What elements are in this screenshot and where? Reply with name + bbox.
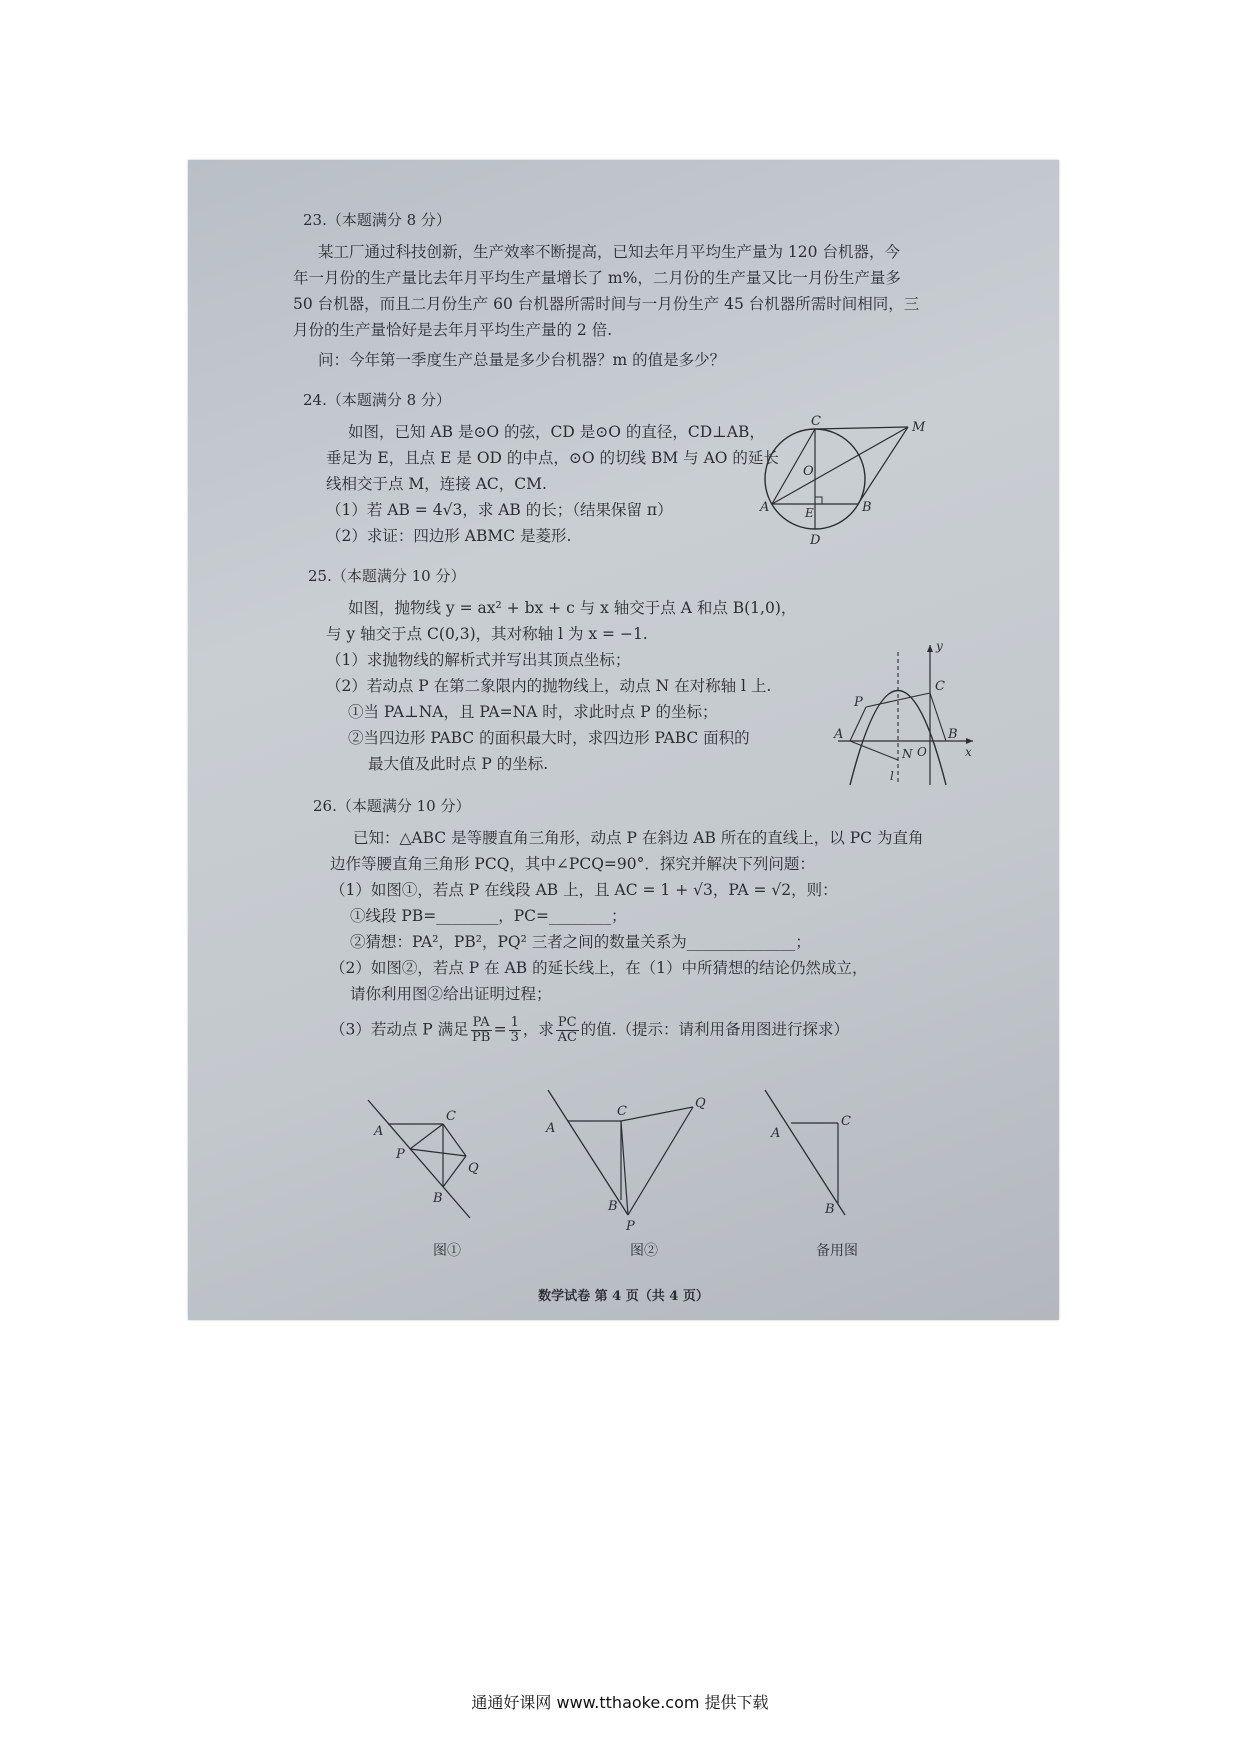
fig1-label-p: P — [396, 1147, 405, 1162]
q24-line-1: 如图，已知 AB 是⊙O 的弦，CD 是⊙O 的直径，CD⊥AB， — [348, 423, 765, 441]
fig3-label-c: C — [841, 1114, 851, 1129]
q26-header: 26.（本题满分 10 分） — [313, 797, 471, 815]
q26-line-8-mid: ，求 — [522, 1020, 554, 1039]
q25-label-n: N — [902, 747, 913, 761]
fig1-label-c: C — [446, 1109, 456, 1124]
q26-line-4: ①线段 PB=________，PC=________； — [350, 907, 627, 925]
q25-line-3: （1）求抛物线的解析式并写出其顶点坐标； — [326, 651, 631, 669]
q26-line-6: （2）如图②，若点 P 在 AB 的延长线上，在（1）中所猜想的结论仍然成立， — [330, 959, 868, 977]
q24-label-m: M — [912, 420, 926, 435]
q25-line-4: （2）若动点 P 在第二象限内的抛物线上，动点 N 在对称轴 l 上. — [326, 677, 772, 695]
q25-label-c: C — [935, 679, 945, 694]
q26-line-1: 已知：△ABC 是等腰直角三角形，动点 P 在斜边 AB 所在的直线上，以 PC 为直角 — [353, 829, 924, 847]
fraction-pa-pb-num: PA — [472, 1015, 490, 1030]
fig2-caption: 图② — [630, 1243, 658, 1259]
fig1-caption: 图① — [433, 1243, 461, 1259]
q23-line-3: 50 台机器，而且二月份生产 60 台机器所需时间与一月份生产 45 台机器所需时间相同，三 — [293, 295, 920, 313]
q24-header: 24.（本题满分 8 分） — [303, 391, 451, 409]
q25-line-1: 如图，抛物线 y = ax² + bx + c 与 x 轴交于点 A 和点 B(1,0)， — [348, 599, 797, 617]
q26-figure-1 — [358, 1090, 508, 1240]
q24-line-3: 线相交于点 M，连接 AC，CM. — [326, 475, 547, 493]
fraction-one-third — [509, 1016, 521, 1045]
q24-label-e: E — [805, 506, 814, 520]
q26-line-7: 请你利用图②给出证明过程； — [350, 985, 552, 1003]
q23-line-4: 月份的生产量恰好是去年月平均生产量的 2 倍. — [293, 321, 613, 339]
fig1-label-q: Q — [468, 1161, 479, 1176]
q26-spare-figure — [753, 1085, 883, 1235]
q24-line-2: 垂足为 E，且点 E 是 OD 的中点，⊙O 的切线 BM 与 AO 的延长 — [326, 449, 779, 467]
q25-line-7: 最大值及此时点 P 的坐标. — [368, 755, 549, 773]
q24-line-5: （2）求证：四边形 ABMC 是菱形. — [326, 527, 572, 545]
q26-line-3: （1）如图①，若点 P 在线段 AB 上，且 AC = 1 + √3，PA = √2，则： — [330, 881, 838, 899]
q25-label-x: x — [965, 745, 972, 759]
q24-label-o: O — [803, 464, 814, 479]
q23-line-1: 某工厂通过科技创新，生产效率不断提高，已知去年月平均生产量为 120 台机器，今 — [318, 243, 900, 261]
q24-label-d: D — [810, 533, 821, 548]
q25-label-y: y — [936, 640, 943, 653]
page-number-footer: 数学试卷 第 4 页（共 4 页） — [538, 1289, 709, 1304]
scanned-exam-page — [188, 160, 1059, 1320]
q23-line-2: 年一月份的生产量比去年月平均生产量增长了 m%，二月份的生产量又比一月份生产量多 — [293, 269, 901, 287]
q24-label-a: A — [760, 500, 770, 515]
q25-parabola-figure — [828, 640, 978, 790]
fraction-one-third-num: 1 — [510, 1015, 519, 1030]
fraction-pc-ac — [556, 1016, 579, 1045]
fig3-caption: 备用图 — [816, 1243, 858, 1259]
site-footer: 通通好课网 www.tthaoke.com 提供下载 — [471, 1693, 769, 1712]
fraction-pc-ac-den: AC — [557, 1030, 577, 1045]
fraction-pa-pb-den: PB — [471, 1030, 491, 1045]
q25-label-o: O — [917, 745, 927, 759]
q25-line-5: ①当 PA⊥NA，且 PA=NA 时，求此时点 P 的坐标； — [348, 703, 718, 721]
fraction-pc-ac-num: PC — [557, 1015, 577, 1030]
q25-label-a: A — [834, 727, 844, 742]
q25-line-6: ②当四边形 PABC 的面积最大时，求四边形 PABC 面积的 — [348, 729, 750, 747]
q24-label-b: B — [862, 500, 872, 515]
fig1-label-b: B — [433, 1191, 443, 1206]
fig2-label-b: B — [608, 1199, 618, 1214]
q25-label-p: P — [854, 695, 863, 710]
fraction-pa-pb — [471, 1016, 492, 1045]
q23-line-5: 问：今年第一季度生产总量是多少台机器？m 的值是多少？ — [318, 351, 726, 369]
fig2-label-a: A — [546, 1121, 556, 1136]
q26-line-8 — [330, 1016, 849, 1045]
q25-label-l: l — [890, 769, 894, 783]
q26-figure-2 — [533, 1085, 713, 1235]
fig3-label-a: A — [771, 1126, 781, 1141]
fig2-label-p: P — [626, 1219, 635, 1234]
q24-circle-figure — [758, 415, 928, 555]
q25-header: 25.（本题满分 10 分） — [308, 567, 466, 585]
fig3-label-b: B — [825, 1202, 835, 1217]
q24-label-c: C — [811, 415, 821, 429]
equals-sign: = — [493, 1020, 507, 1039]
fig1-label-a: A — [374, 1124, 384, 1139]
q26-line-8-prefix: （3）若动点 P 满足 — [330, 1020, 469, 1039]
fig2-label-c: C — [617, 1104, 627, 1119]
q26-line-8-suffix: 的值.（提示：请利用备用图进行探求） — [580, 1020, 850, 1039]
q26-line-2: 边作等腰直角三角形 PCQ，其中∠PCQ=90°．探究并解决下列问题： — [330, 855, 815, 873]
q23-header: 23.（本题满分 8 分） — [303, 211, 451, 229]
q24-line-4: （1）若 AB = 4√3，求 AB 的长；（结果保留 π） — [326, 501, 673, 519]
fig2-label-q: Q — [695, 1096, 706, 1111]
fraction-one-third-den: 3 — [510, 1030, 519, 1045]
q26-line-5: ②猜想：PA²，PB²，PQ² 三者之间的数量关系为______________； — [350, 933, 811, 951]
q25-line-2: 与 y 轴交于点 C(0,3)，其对称轴 l 为 x = −1. — [326, 625, 648, 643]
q25-label-b: B — [948, 727, 958, 742]
